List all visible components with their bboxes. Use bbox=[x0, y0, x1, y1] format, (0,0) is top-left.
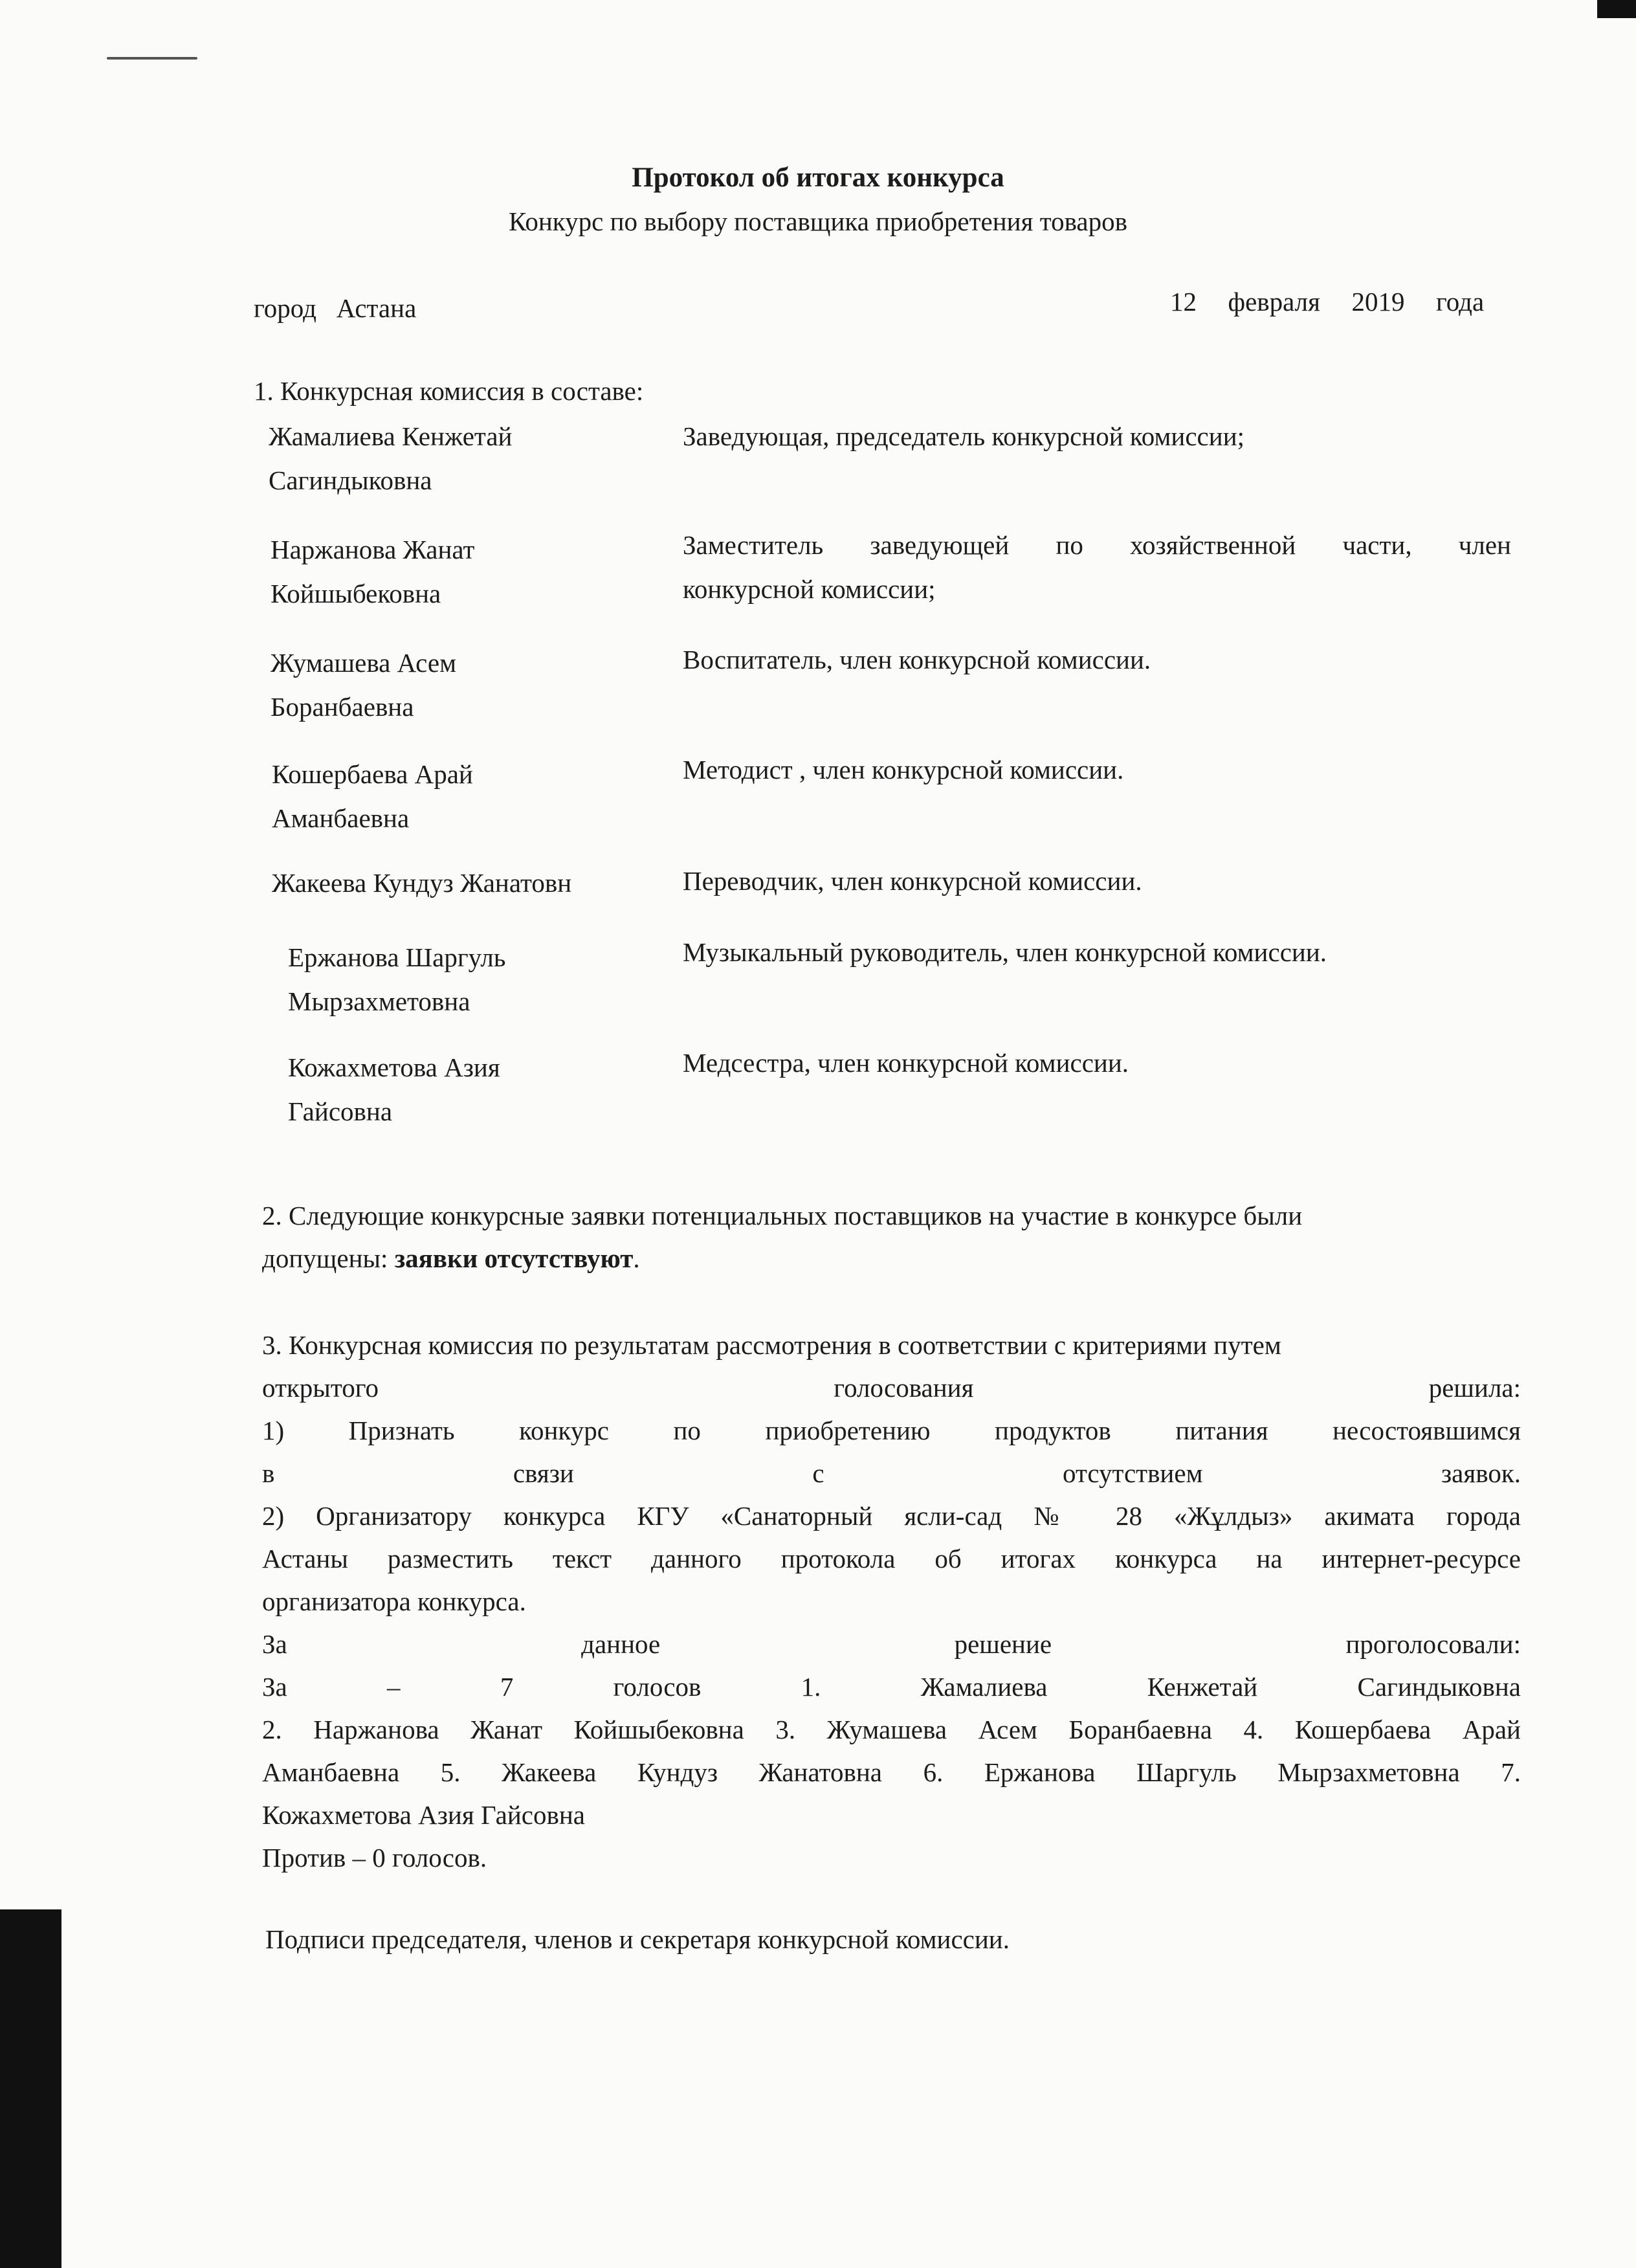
member-role: Музыкальный руководитель, член конкурсной комиссии. bbox=[683, 937, 1327, 967]
member-name: Кожахметова Азия Гайсовна bbox=[288, 1052, 500, 1126]
city-label: город Астана bbox=[254, 293, 417, 323]
member-role: Методист , член конкурсной комиссии. bbox=[683, 755, 1124, 784]
member-name: Жамалиева Кенжетай Сагиндыковна bbox=[269, 421, 513, 495]
member-role: Воспитатель, член конкурсной комиссии. bbox=[683, 645, 1151, 674]
signatures-line: Подписи председателя, членов и секретаря конкурсной комиссии. bbox=[265, 1924, 1010, 1954]
member-role: Переводчик, член конкурсной комиссии. bbox=[683, 866, 1142, 896]
document-date: 12 февраля 2019 года bbox=[1170, 287, 1485, 317]
document-subtitle: Конкурс по выбору поставщика приобретения товаров bbox=[509, 206, 1127, 236]
member-name: Кошербаева Арай Аманбаевна bbox=[272, 759, 473, 833]
scan-mark bbox=[107, 57, 197, 60]
document-title: Протокол об итогах конкурса bbox=[632, 162, 1004, 193]
member-role: Заместитель заведующей по хозяйственной части, член конкурсной комиссии; bbox=[683, 530, 1511, 604]
decision-paragraph: 3. Конкурсная комиссия по результатам рассмотрения в соответствии с критериями путем открытого голосования решила: 1) Признать конкурс по приобретению продуктов питания несостоявшимся в связи с отсутствием заявок. 2) Организатору конкурса КГУ «Санаторный ясли-сад № 28 «Жұлдыз» акимата города Астаны разместить текст данного протокола об итогах конкурса на интернет-ресурсе организатора конкурса. За данное решение проголосовали: За – 7 голосов 1. Жамалиева Кенжетай Сагиндыковна 2. Наржанова Жанат Койшыбековна 3. Жумашева Асем Боранбаевна 4. Кошербаева Арай Аманбаевна 5. Жакеева Кундуз Жанатовна 6. Ержанова Шаргуль Мырзахметовна 7. Кожахметова Азия Гайсовна Против – 0 голосов. bbox=[262, 1330, 1521, 1873]
member-name: Ержанова Шаргуль Мырзахметовна bbox=[288, 942, 506, 1016]
member-name: Жакеева Кундуз Жанатовн bbox=[272, 868, 572, 898]
member-role: Медсестра, член конкурсной комиссии. bbox=[683, 1048, 1129, 1078]
scan-border bbox=[1597, 0, 1636, 18]
member-name: Жумашева Асем Боранбаевна bbox=[271, 648, 457, 722]
member-name: Наржанова Жанат Койшыбековна bbox=[271, 535, 475, 608]
member-role: Заведующая, председатель конкурсной комиссии; bbox=[683, 421, 1245, 451]
admitted-bids-paragraph: 2. Следующие конкурсные заявки потенциальных поставщиков на участие в конкурсе были допущены: заявки отсутствуют. bbox=[262, 1201, 1303, 1273]
scan-border bbox=[0, 1909, 61, 2268]
commission-heading: 1. Конкурсная комиссия в составе: bbox=[254, 376, 644, 406]
bids-absent: заявки отсутствуют bbox=[394, 1243, 634, 1273]
